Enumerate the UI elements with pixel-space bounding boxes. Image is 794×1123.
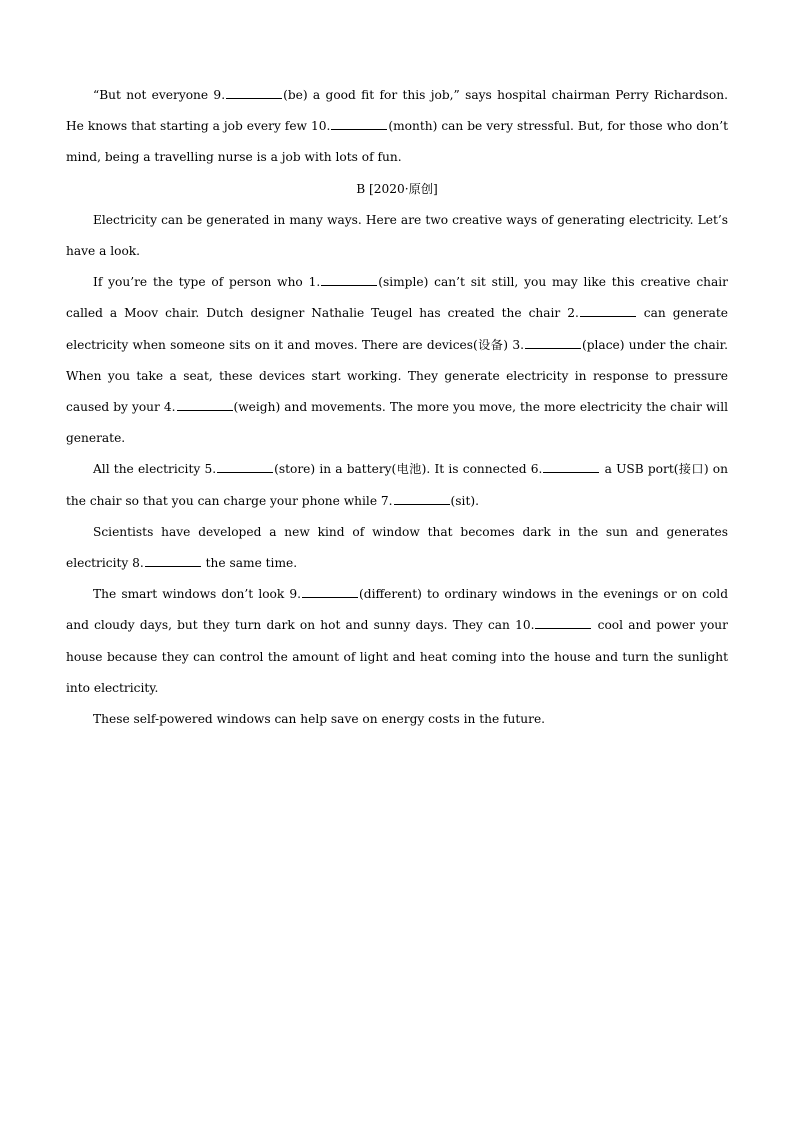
paragraph-intro <box>66 205 728 267</box>
blank-10 <box>535 618 591 629</box>
text-segment: a USB port(接口) on the chair so that you can charge your phone while 7. <box>66 462 728 508</box>
document-page <box>66 80 728 735</box>
text-segment: the same time. <box>201 556 298 571</box>
blank-6 <box>543 462 599 473</box>
text-segment: (be) a good fit for this job,” says hospital chairman Perry Richardson. He knows that starting a job every few 10. <box>66 88 728 134</box>
paragraph-smart-window-intro <box>66 517 728 579</box>
text-segment: If you’re the type of person who 1. <box>93 275 321 290</box>
paragraph-travelling-nurse <box>66 80 728 174</box>
blank-2 <box>580 306 636 317</box>
text-segment: Electricity can be generated in many ways. Here are two creative ways of generating electricity. Let’s have a look. <box>66 212 728 259</box>
text-segment: (sit). <box>450 493 479 508</box>
blank-3 <box>525 338 581 349</box>
paragraph-smart-windows <box>66 579 728 704</box>
blank-10 <box>331 119 387 130</box>
text-segment: cool and power your house because they can control the amount of light and heat coming into the house and turn the sunlight into electricity. <box>66 618 728 695</box>
blank-4 <box>177 400 233 411</box>
text-segment: (store) in a battery(电池). It is connected 6. <box>274 462 543 477</box>
blank-7 <box>394 494 450 505</box>
blank-9 <box>226 88 282 99</box>
text-segment: Scientists have developed a new kind of window that becomes dark in the sun and generates electricity 8. <box>66 524 728 571</box>
blank-1 <box>321 275 377 286</box>
blank-9 <box>302 587 358 598</box>
blank-5 <box>217 462 273 473</box>
section-heading-b: B [2020·原创] <box>356 181 438 196</box>
text-segment: “But not everyone 9. <box>93 88 226 102</box>
text-segment: (different) to ordinary windows in the evenings or on cold and cloudy days, but they turn dark on hot and sunny days. They can 10. <box>66 587 728 633</box>
text-segment: The smart windows don’t look 9. <box>93 587 302 602</box>
text-segment: (place) under the chair. When you take a seat, these devices start working. They generate electricity in response to pressure caused by your 4. <box>66 337 728 415</box>
text-segment: (month) can be very stressful. But, for those who don’t mind, being a travelling nurse is a job with lots of fun. <box>66 119 728 165</box>
blank-8 <box>145 556 201 567</box>
paragraph-battery <box>66 454 728 516</box>
text-segment: All the electricity 5. <box>93 462 217 477</box>
text-segment: (simple) can’t sit still, you may like this creative chair called a Moov chair. Dutch designer Nathalie Teugel has created the chair 2. <box>66 275 729 321</box>
text-segment: (weigh) and movements. The more you move, the more electricity the chair will generate. <box>66 400 728 446</box>
text-segment: These self-powered windows can help save on energy costs in the future. <box>93 712 546 727</box>
paragraph-moov-chair <box>66 267 728 454</box>
paragraph-conclusion <box>66 704 728 735</box>
text-segment: can generate electricity when someone sits on it and moves. There are devices(设备) 3. <box>66 306 728 352</box>
